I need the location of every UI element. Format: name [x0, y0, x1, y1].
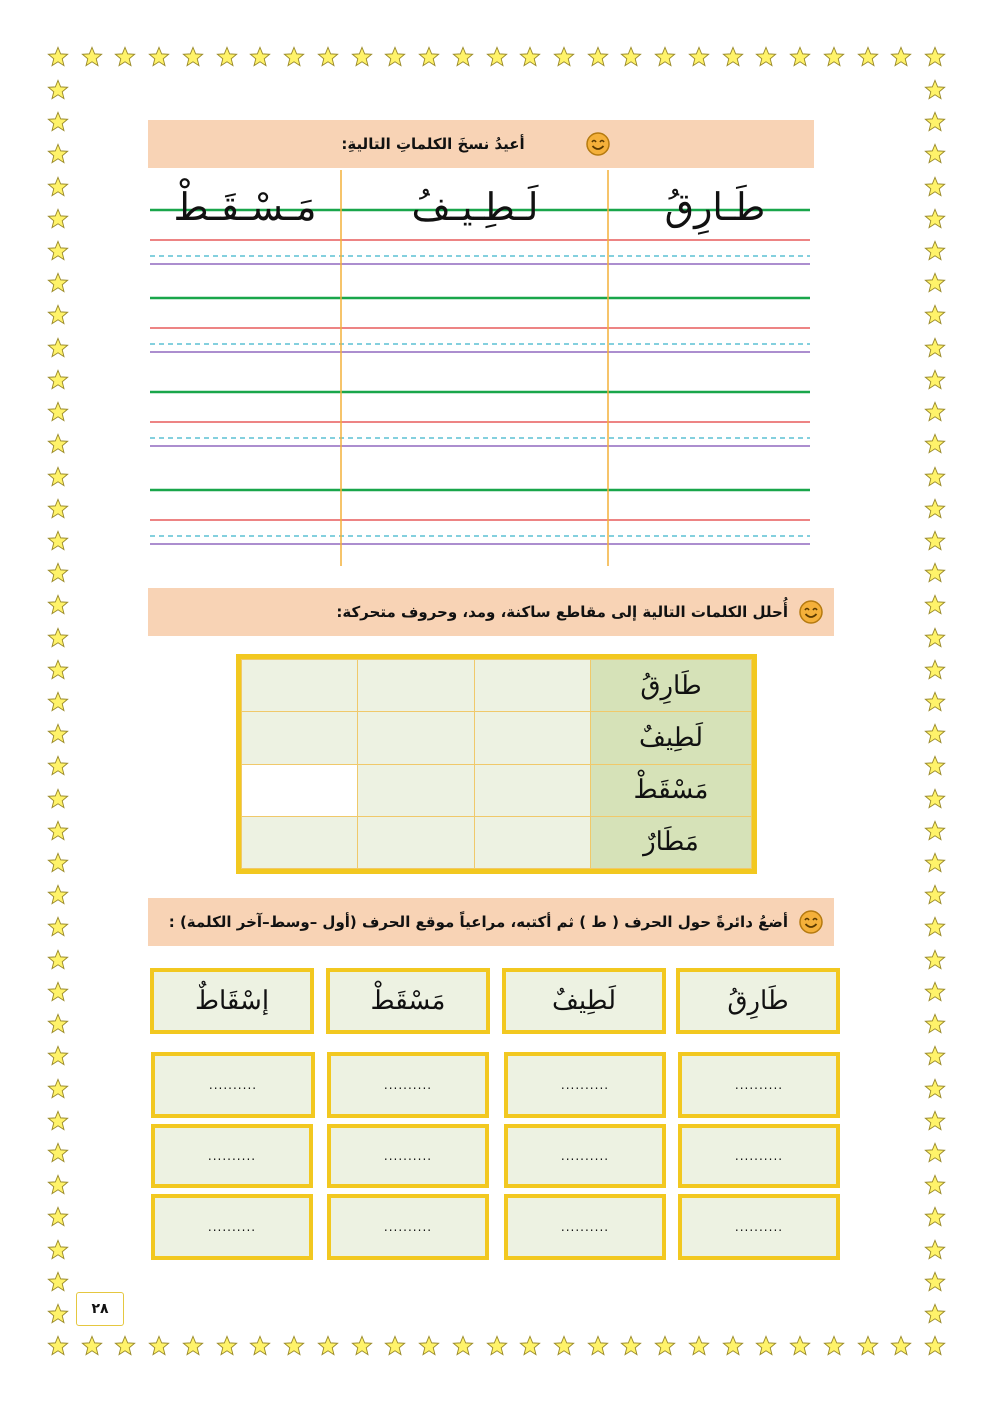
star-icon [924, 176, 946, 198]
section-2-header [148, 588, 834, 636]
star-icon [587, 46, 609, 68]
star-icon [47, 981, 69, 1003]
blank-cell[interactable] [242, 816, 358, 868]
star-icon [47, 788, 69, 810]
syllable-table [236, 654, 757, 874]
star-icon [47, 1142, 69, 1164]
copy-writing-area [150, 170, 812, 566]
star-icon [924, 111, 946, 133]
star-icon [620, 46, 642, 68]
star-icon [114, 46, 136, 68]
star-icon [47, 1110, 69, 1132]
star-icon [452, 46, 474, 68]
star-icon [216, 46, 238, 68]
copy-word-3: مَـسْـقَـطْ [173, 185, 317, 229]
star-icon [47, 143, 69, 165]
star-icon [47, 755, 69, 777]
star-icon [47, 1045, 69, 1067]
star-icon [47, 272, 69, 294]
answer-box[interactable]: .......... [504, 1052, 666, 1118]
star-icon [924, 530, 946, 552]
star-icon [722, 1335, 744, 1357]
answer-box[interactable]: .......... [504, 1194, 666, 1260]
star-icon [924, 1335, 946, 1357]
star-icon [47, 1206, 69, 1228]
table-row [242, 764, 752, 816]
star-icon [418, 46, 440, 68]
star-icon [924, 498, 946, 520]
answer-box[interactable]: .......... [151, 1052, 315, 1118]
star-icon [924, 659, 946, 681]
blank-cell[interactable] [474, 764, 590, 816]
star-icon [789, 46, 811, 68]
star-icon [857, 1335, 879, 1357]
star-icon [47, 1078, 69, 1100]
star-icon [47, 1239, 69, 1261]
star-icon [654, 46, 676, 68]
star-icon [924, 1174, 946, 1196]
answer-box[interactable]: .......... [678, 1052, 840, 1118]
star-icon [924, 1013, 946, 1035]
star-icon [47, 1271, 69, 1293]
star-icon [722, 46, 744, 68]
star-icon [182, 46, 204, 68]
star-icon [283, 1335, 305, 1357]
answer-box[interactable]: .......... [151, 1124, 313, 1188]
star-icon [47, 1174, 69, 1196]
star-icon [47, 916, 69, 938]
star-icon [452, 1335, 474, 1357]
blank-cell[interactable] [474, 816, 590, 868]
star-icon [924, 46, 946, 68]
star-icon [47, 627, 69, 649]
star-icon [654, 1335, 676, 1357]
star-icon [47, 466, 69, 488]
star-icon [924, 1078, 946, 1100]
star-icon [924, 562, 946, 584]
blank-cell[interactable] [474, 712, 590, 764]
blank-cell[interactable] [474, 660, 590, 712]
table-word-cell: مَطَارٌ [591, 816, 752, 868]
table-word-cell: لَطِيفٌ [591, 712, 752, 764]
star-icon [755, 1335, 777, 1357]
table-row [242, 712, 752, 764]
star-icon [317, 1335, 339, 1357]
star-icon [47, 852, 69, 874]
table-word-cell: مَسْقَطْ [591, 764, 752, 816]
star-icon [47, 401, 69, 423]
answer-box[interactable]: .......... [327, 1052, 489, 1118]
star-icon [924, 401, 946, 423]
blank-cell[interactable] [242, 712, 358, 764]
section-1-instruction: أعيدُ نسخَ الكلماتِ التاليةِ: [341, 135, 525, 153]
table-row [242, 660, 752, 712]
word-box: مَسْقَطْ [326, 968, 490, 1034]
star-icon [924, 208, 946, 230]
word-box: لَطِيفٌ [502, 968, 666, 1034]
star-icon [688, 1335, 710, 1357]
star-icon [924, 916, 946, 938]
star-icon [81, 1335, 103, 1357]
star-icon [924, 981, 946, 1003]
star-icon [47, 337, 69, 359]
star-icon [924, 1239, 946, 1261]
star-icon [351, 1335, 373, 1357]
star-icon [553, 46, 575, 68]
blank-cell[interactable] [358, 660, 474, 712]
star-icon [553, 1335, 575, 1357]
star-icon [47, 1335, 69, 1357]
star-icon [519, 1335, 541, 1357]
blank-cell[interactable] [358, 816, 474, 868]
star-icon [486, 46, 508, 68]
star-icon [924, 723, 946, 745]
star-icon [924, 433, 946, 455]
star-icon [924, 594, 946, 616]
star-icon [924, 1271, 946, 1293]
copy-word-1: طَـارِقُ [664, 185, 766, 229]
star-icon [182, 1335, 204, 1357]
star-icon [114, 1335, 136, 1357]
star-icon [47, 562, 69, 584]
star-icon [620, 1335, 642, 1357]
star-icon [924, 1045, 946, 1067]
star-icon [924, 1206, 946, 1228]
star-icon [47, 176, 69, 198]
star-icon [47, 594, 69, 616]
section-3-header [148, 898, 834, 946]
star-icon [47, 498, 69, 520]
star-icon [857, 46, 879, 68]
star-icon [924, 272, 946, 294]
star-icon [924, 369, 946, 391]
star-icon [249, 46, 271, 68]
star-icon [47, 820, 69, 842]
answer-box[interactable]: .......... [151, 1194, 313, 1260]
star-icon [924, 820, 946, 842]
star-icon [755, 46, 777, 68]
star-icon [47, 79, 69, 101]
star-icon [924, 691, 946, 713]
star-icon [47, 304, 69, 326]
star-icon [924, 1303, 946, 1325]
star-icon [924, 1142, 946, 1164]
star-icon [148, 46, 170, 68]
star-icon [47, 949, 69, 971]
star-icon [924, 143, 946, 165]
blank-cell[interactable] [242, 764, 358, 816]
star-icon [47, 530, 69, 552]
section-1-header [148, 120, 814, 168]
star-icon [924, 79, 946, 101]
star-icon [924, 852, 946, 874]
star-icon [924, 884, 946, 906]
star-icon [81, 46, 103, 68]
star-icon [47, 208, 69, 230]
smiley-face-icon [798, 909, 824, 935]
star-icon [519, 46, 541, 68]
star-icon [924, 1110, 946, 1132]
star-icon [924, 949, 946, 971]
star-icon [47, 659, 69, 681]
copy-word-2: لَـطِـيـفُ [411, 185, 539, 229]
star-icon [47, 1013, 69, 1035]
star-icon [823, 1335, 845, 1357]
star-icon [688, 46, 710, 68]
star-icon [924, 337, 946, 359]
answer-box[interactable]: .......... [327, 1194, 489, 1260]
star-icon [924, 240, 946, 262]
blank-cell[interactable] [242, 660, 358, 712]
star-icon [47, 884, 69, 906]
section-2-instruction: أُحلل الكلمات التالية إلى مقاطع ساكنة، ومد، وحروف متحركة: [336, 603, 788, 621]
table-row [242, 816, 752, 868]
star-icon [47, 723, 69, 745]
star-icon [47, 369, 69, 391]
answer-box[interactable]: .......... [678, 1194, 840, 1260]
star-icon [249, 1335, 271, 1357]
star-icon [317, 46, 339, 68]
star-icon [924, 788, 946, 810]
word-box: طَارِقُ [676, 968, 840, 1034]
smiley-face-icon [585, 131, 611, 157]
star-icon [47, 1303, 69, 1325]
blank-cell[interactable] [358, 712, 474, 764]
writing-lines [150, 170, 812, 566]
star-icon [924, 466, 946, 488]
star-icon [47, 433, 69, 455]
star-icon [148, 1335, 170, 1357]
smiley-face-icon [798, 599, 824, 625]
star-icon [890, 46, 912, 68]
star-icon [924, 627, 946, 649]
star-icon [47, 240, 69, 262]
star-icon [587, 1335, 609, 1357]
blank-cell[interactable] [358, 764, 474, 816]
section-3-instruction: أضعُ دائرةً حول الحرف ( ط ) ثم أكتبه، مراعياً موقع الحرف (أول –وسط–آخر الكلمة) : [168, 913, 788, 931]
star-icon [283, 46, 305, 68]
star-icon [47, 691, 69, 713]
page-number: ٢٨ [76, 1292, 124, 1326]
word-box: إسْقَاطٌ [150, 968, 314, 1034]
table-word-cell: طَارِقُ [591, 660, 752, 712]
answer-box[interactable]: .......... [327, 1124, 489, 1188]
star-icon [890, 1335, 912, 1357]
star-icon [418, 1335, 440, 1357]
star-icon [384, 1335, 406, 1357]
star-icon [351, 46, 373, 68]
star-icon [47, 46, 69, 68]
answer-box[interactable]: .......... [678, 1124, 840, 1188]
star-icon [789, 1335, 811, 1357]
star-icon [47, 111, 69, 133]
star-icon [924, 755, 946, 777]
star-icon [384, 46, 406, 68]
star-icon [216, 1335, 238, 1357]
star-icon [924, 304, 946, 326]
star-icon [823, 46, 845, 68]
answer-box[interactable]: .......... [504, 1124, 666, 1188]
star-icon [486, 1335, 508, 1357]
